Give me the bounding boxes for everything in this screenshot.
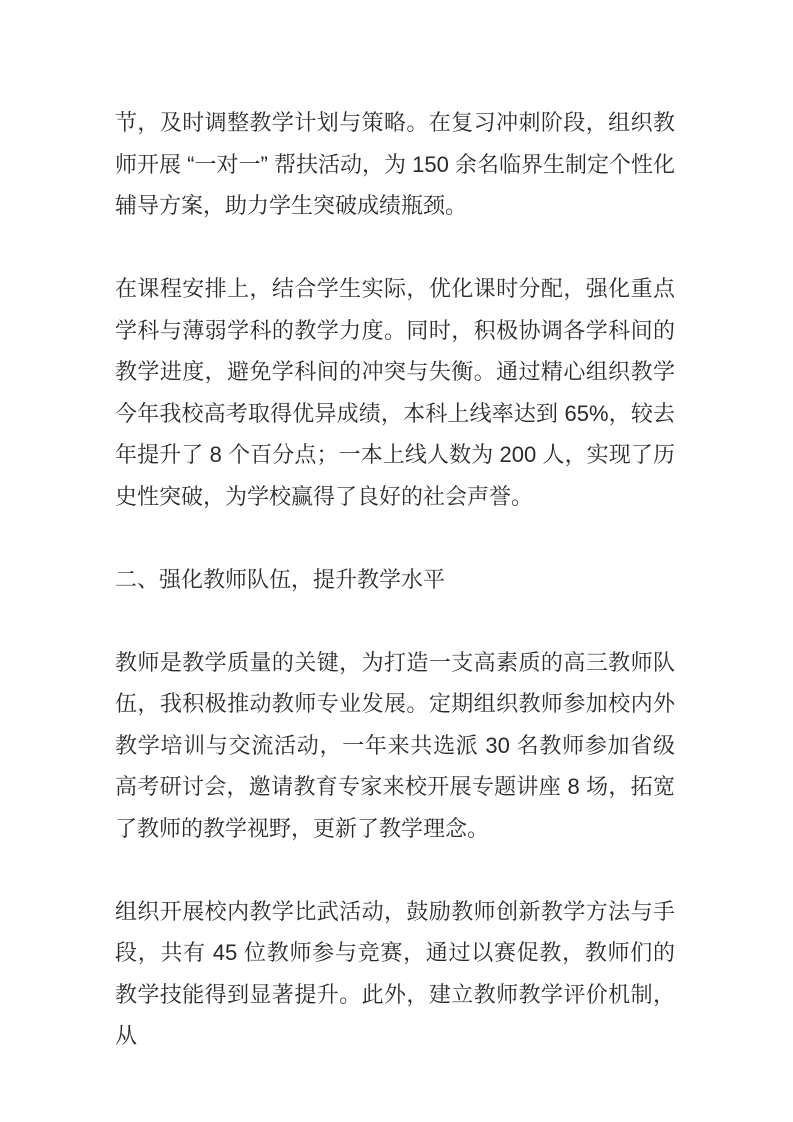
body-paragraph: 教师是教学质量的关键，为打造一支高素质的高三教师队伍，我积极推动教师专业发展。定期组织教师参加校内外教学培训与交流活动，一年来共选派 30 名教师参加省级高考研讨会，邀请教育专家来校开展专题讲座 8 场，拓宽了教师的教学视野，更新了教学理念。 [115, 649, 675, 841]
body-paragraph-continuation: 节，及时调整教学计划与策略。在复习冲刺阶段，组织教师开展 “一对一” 帮扶活动，为 150 余名临界生制定个性化辅导方案，助力学生突破成绩瓶颈。 [115, 110, 675, 218]
section-heading: 二、强化教师队伍，提升教学水平 [115, 566, 446, 592]
body-paragraph: 在课程安排上，结合学生实际，优化课时分配，强化重点学科与薄弱学科的教学力度。同时，积极协调各学科间的教学进度，避免学科间的冲突与失衡。通过精心组织教学今年我校高考取得优异成绩，本科上线率达到 65%，较去年提升了 8 个百分点；一本上线人数为 200 人，实现了历史性突破，为学校赢得了良好的社会声誉。 [115, 276, 675, 509]
body-paragraph-cutoff: 组织开展校内教学比武活动，鼓励教师创新教学方法与手段，共有 45 位教师参与竞赛，通过以赛促教，教师们的教学技能得到显著提升。此外，建立教师教学评价机制，从 [115, 898, 675, 1048]
